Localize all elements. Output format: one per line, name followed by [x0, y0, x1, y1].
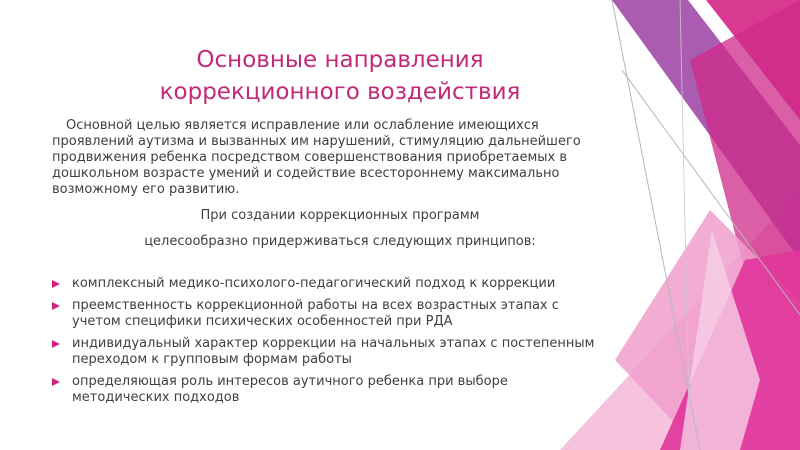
- slide-title: [60, 44, 620, 108]
- list-item-line: индивидуальный характер коррекции на начальных этапах с постепенным: [72, 336, 595, 351]
- triangle-bullet-icon: [52, 340, 60, 348]
- list-item-line: методических подходов: [72, 390, 240, 405]
- list-item: [52, 276, 622, 292]
- title-line: Основные направления: [196, 47, 484, 73]
- list-item: [52, 298, 622, 330]
- list-item: [52, 336, 622, 368]
- intro-line: возможному его развитию.: [52, 182, 240, 197]
- list-item-line: определяющая роль интересов аутичного ребенка при выборе: [72, 374, 508, 389]
- principles-list: [52, 276, 622, 412]
- list-item-line: комплексный медико-психолого-педагогический подход к коррекции: [72, 276, 556, 291]
- intro-line: проявлений аутизма и вызванных им нарушений, стимуляцию дальнейшего: [52, 134, 581, 149]
- intro-line: дошкольном возрасте умений и содействие всестороннему максимально: [52, 166, 560, 181]
- triangle-bullet-icon: [52, 280, 60, 288]
- list-item: [52, 374, 622, 406]
- lead-line: При создании коррекционных программ: [200, 208, 480, 223]
- list-item-line: учетом специфики психических особенностей при РДА: [72, 314, 453, 329]
- title-line: коррекционного воздействия: [159, 79, 521, 105]
- list-item-line: переходом к групповым формам работы: [72, 352, 352, 367]
- list-item-line: преемственность коррекционной работы на всех возрастных этапах с: [72, 298, 559, 313]
- lead-line: целесообразно придерживаться следующих принципов:: [144, 234, 536, 249]
- intro-line: Основной целью является исправление или ослабление имеющихся: [66, 118, 539, 133]
- triangle-bullet-icon: [52, 302, 60, 310]
- triangle-bullet-icon: [52, 378, 60, 386]
- intro-line: продвижения ребенка посредством совершенствования приобретаемых в: [52, 150, 568, 165]
- intro-paragraph: [52, 118, 612, 198]
